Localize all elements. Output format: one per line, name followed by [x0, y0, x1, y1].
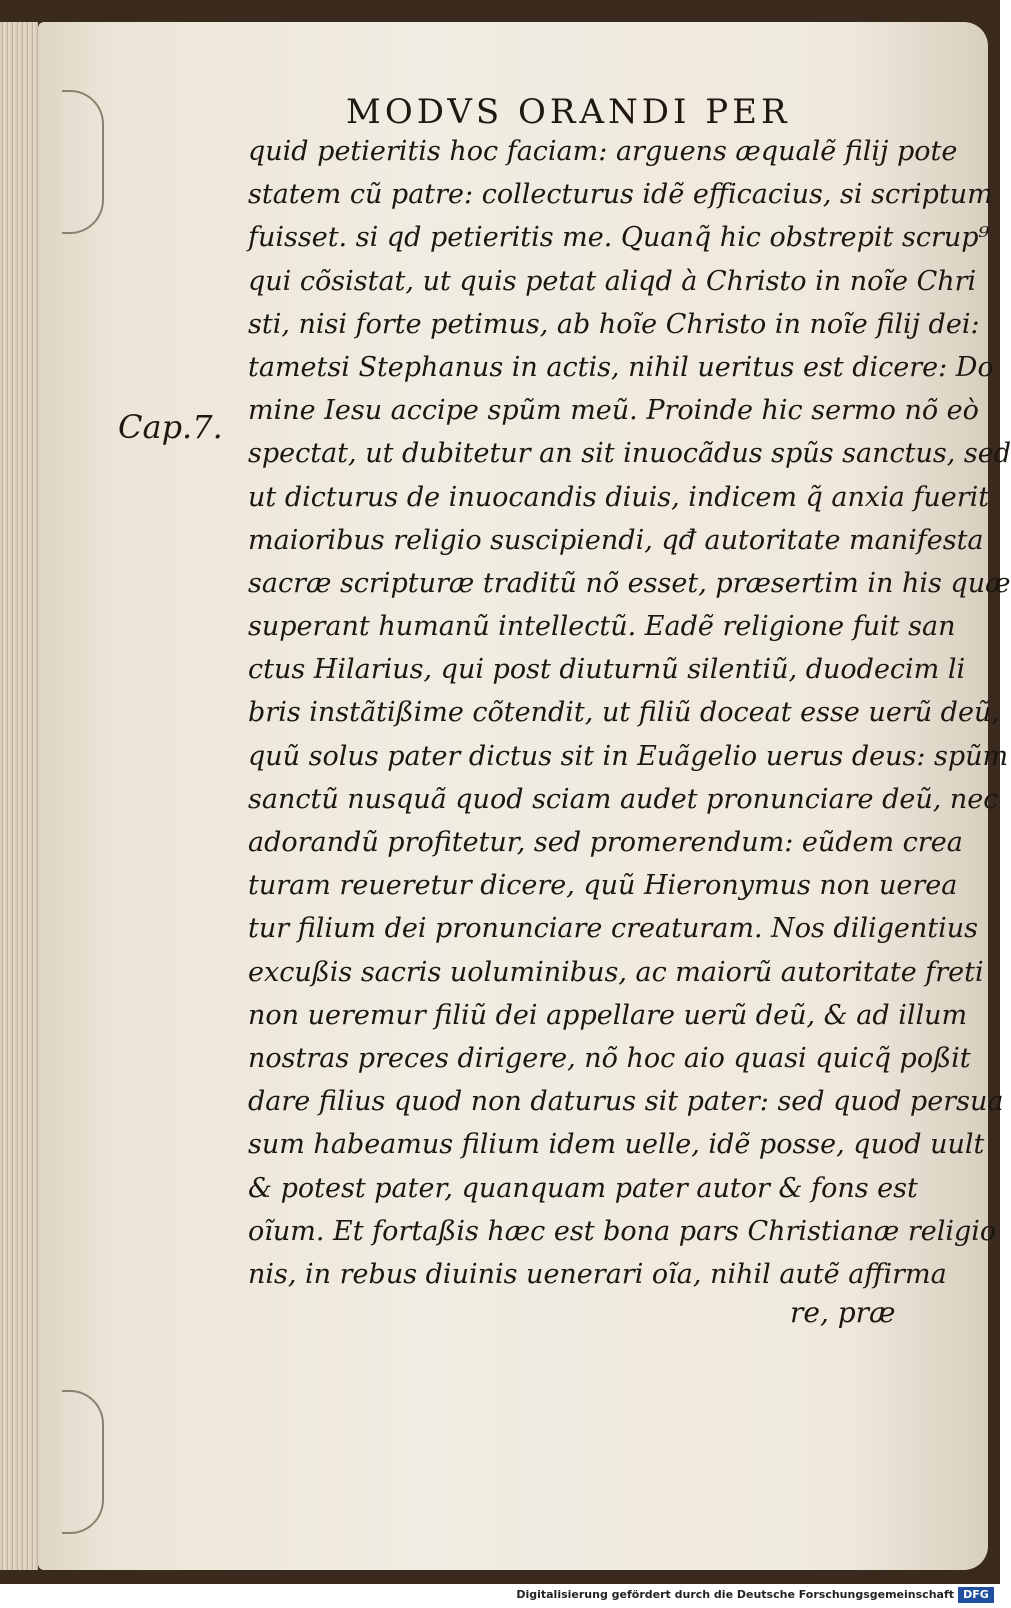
page-edges — [0, 22, 38, 1570]
text-line: turam reueretur dicere, quũ Hieronymus non uerea — [248, 870, 958, 902]
text-line: mine Iesu accipe spũm meũ. Proinde hic sermo nõ eò — [248, 395, 979, 427]
text-line: tametsi Stephanus in actis, nihil ueritus est dicere: Do — [248, 351, 994, 383]
text-line: sti, nisi forte petimus, ab hoĩe Christo in noĩe filij dei: — [248, 308, 980, 340]
text-line: superant humanũ intellectũ. Eadẽ religione fuit san — [248, 611, 956, 643]
dfg-logo: DFG — [958, 1587, 994, 1603]
text-line: nis, in rebus diuinis uenerari oĩa, nihil autẽ affirma — [248, 1258, 947, 1290]
text-line: spectat, ut dubitetur an sit inuocãdus spũs sanctus, sed — [248, 438, 1011, 470]
text-line: nostras preces dirigere, nõ hoc aio quasi quicq̃ poßit — [248, 1042, 971, 1074]
text-line: & potest pater, quanquam pater autor & fons est — [248, 1172, 918, 1204]
text-line: quid petieritis hoc faciam: arguens æqualẽ filij pote — [248, 136, 958, 167]
text-line: sacræ scripturæ traditũ nõ esset, præsertim in his quæ — [248, 567, 1011, 599]
margin-note: Cap.7. — [118, 408, 223, 446]
text-line: sum habeamus filium idem uelle, idẽ posse, quod uult — [248, 1129, 985, 1161]
text-line: fuisset. si qd petieritis me. Quanq̃ hic obstrepit scrup⁹ — [248, 222, 990, 254]
footer — [0, 1584, 1000, 1608]
text-line: statem cũ patre: collecturus idẽ efficacius, si scriptum — [248, 179, 993, 211]
clip-top — [62, 90, 104, 234]
text-line: tur filium dei pronunciare creaturam. Nos diligentius — [248, 913, 979, 945]
text-line: sanctũ nusquã quod sciam audet pronunciare deũ, nec — [248, 783, 999, 815]
text-line: adorandũ profitetur, sed promerendum: eũdem crea — [248, 827, 963, 858]
text-line: maioribus religio suscipiendi, qđ autoritate manifesta — [248, 524, 984, 556]
clip-bottom — [62, 1390, 104, 1534]
text-line: oĩum. Et fortaßis hæc est bona pars Christianæ religio — [248, 1215, 997, 1247]
text-line: quũ solus pater dictus sit in Euãgelio uerus deus: spũm — [248, 740, 1009, 772]
text-line: ut dicturus de inuocandis diuis, indicem q̃ anxia fuerit — [248, 481, 990, 513]
catchword: re, præ — [790, 1296, 896, 1329]
text-line: excußis sacris uoluminibus, ac maiorũ autoritate freti — [248, 956, 984, 988]
footer-credit: Digitalisierung gefördert durch die Deutsche Forschungsgemeinschaft — [516, 1588, 954, 1601]
text-line: qui cõsistat, ut quis petat aliqd à Christo in noĩe Chri — [248, 265, 977, 297]
running-head: MODVS ORANDI PER — [346, 92, 791, 132]
body-text — [248, 130, 1011, 1296]
text-line: bris instãtißime cõtendit, ut filiũ doceat esse uerũ deũ, — [248, 697, 1000, 729]
text-line: non ueremur filiũ dei appellare uerũ deũ, & ad illum — [248, 999, 968, 1031]
text-line: ctus Hilarius, qui post diuturnũ silentiũ, duodecim li — [248, 654, 966, 686]
text-line: dare filius quod non daturus sit pater: sed quod persua — [248, 1086, 1004, 1118]
